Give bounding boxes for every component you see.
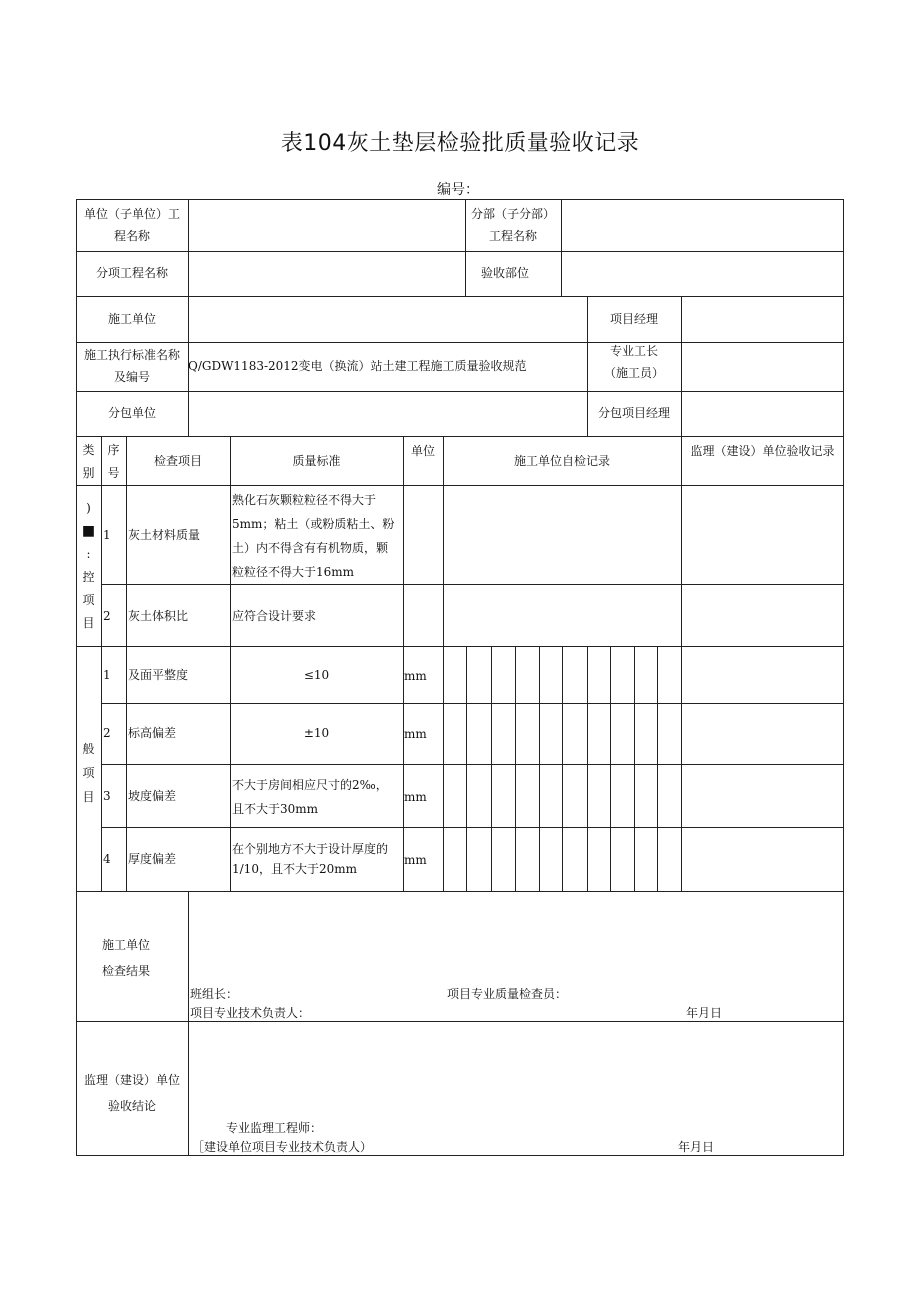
col-divider: [403, 436, 404, 891]
acceptance-part-label: 验收部位: [480, 266, 529, 280]
row-divider: [101, 703, 844, 704]
col-divider: [188, 891, 189, 1156]
row-divider: [101, 827, 844, 828]
row-unit: mm: [404, 727, 427, 741]
row-item: 厚度偏差: [128, 852, 177, 866]
col-quality-standard: 质量标准: [292, 454, 341, 468]
grid-line: [515, 646, 516, 891]
row-divider: [76, 485, 844, 486]
row-no: 3: [103, 789, 111, 803]
col-unit: 单位: [410, 444, 435, 458]
inspection-date: 年月日: [686, 1006, 723, 1020]
row-unit: mm: [404, 853, 427, 867]
standard-label: 施工执行标准名称 及编号: [83, 348, 180, 384]
unit-project-name-label: 单位（子单位）工 程名称: [83, 207, 180, 243]
sub-pm-label: 分包项目经理: [597, 406, 670, 420]
tech-lead-label: 项目专业技术负责人：: [190, 1006, 311, 1020]
row-divider: [76, 891, 844, 892]
team-leader-label: 班组长：: [190, 987, 239, 1001]
grid-line: [562, 646, 563, 891]
row-no: 1: [103, 528, 111, 542]
grid-line: [491, 646, 492, 891]
doc-number-label: 编号：: [437, 182, 479, 198]
row-divider: [76, 342, 844, 343]
row-divider: [101, 764, 844, 765]
row-standard: 熟化石灰颗粒粒径不得大于 5mm；粘土（或粉质粘土、粉 土）内不得含有有机物质，颗 粒粒径不得大于16mm: [232, 493, 395, 579]
row-no: 2: [103, 609, 111, 623]
grid-line: [634, 646, 635, 891]
row-divider: [76, 391, 844, 392]
col-divider: [126, 436, 127, 891]
col-divider: [443, 436, 444, 891]
row-item: 灰土体积比: [128, 609, 189, 623]
general-category: 般 项 目: [82, 742, 95, 804]
row-standard: 应符合设计要求: [232, 609, 317, 623]
col-divider: [101, 436, 102, 891]
row-standard: 不大于房间相应尺寸的2‰， 且不大于30mm: [232, 778, 388, 816]
grid-line: [610, 646, 611, 891]
row-unit: mm: [404, 790, 427, 804]
row-divider: [76, 251, 844, 252]
row-no: 1: [103, 668, 111, 682]
row-standard: 在个别地方不大于设计厚度的 1/10，且不大于20mm: [232, 842, 389, 876]
sub-division-label: 分部（子分部） 工程名称: [470, 207, 555, 243]
standard-value: Q/GDW1183-2012变电（换流）站土建工程施工质量验收规范: [188, 359, 527, 373]
supervision-engineer-label: 专业监理工程师：: [226, 1121, 323, 1135]
row-item: 坡度偏差: [128, 789, 177, 803]
row-item: 灰土材料质量: [128, 528, 201, 542]
page-title: 表104灰土垫层检验批质量验收记录: [280, 131, 640, 156]
grid-line: [466, 646, 467, 891]
row-item: 及面平整度: [128, 668, 189, 682]
row-divider: [76, 296, 844, 297]
subcontractor-label: 分包单位: [107, 406, 156, 420]
project-manager-label: 项目经理: [609, 312, 658, 326]
grid-line: [539, 646, 540, 891]
row-divider: [76, 646, 844, 647]
construction-unit-label: 施工单位: [107, 312, 156, 326]
sub-item-name-label: 分项工程名称: [95, 266, 168, 280]
owner-tech-lead-label: ［建设单位项目专业技术负责人）: [192, 1140, 373, 1154]
col-supervision: 监理（建设）单位验收记录: [690, 444, 835, 458]
col-divider: [561, 199, 562, 296]
grid-line: [587, 646, 588, 891]
col-category: 类 别: [82, 443, 95, 480]
col-divider: [188, 199, 189, 436]
row-no: 4: [103, 852, 111, 866]
row-no: 2: [103, 726, 111, 740]
supervision-date: 年月日: [678, 1140, 715, 1154]
row-unit: mm: [404, 669, 427, 683]
supervision-conclusion-label: 监理（建设）单位 验收结论: [83, 1073, 180, 1113]
col-no: 序 号: [107, 443, 120, 480]
main-control-category: ) ■ : 控 项 目: [81, 501, 96, 630]
col-check-item: 检查项目: [153, 454, 202, 468]
row-item: 标高偏差: [128, 726, 177, 740]
row-divider: [101, 584, 844, 585]
row-divider: [76, 436, 844, 437]
foreman-label: 专业工长 （施工员）: [603, 344, 664, 380]
row-standard: ±10: [303, 726, 330, 740]
row-standard: ≤10: [303, 668, 330, 682]
quality-inspector-label: 项目专业质量检查员：: [447, 987, 568, 1001]
col-self-check: 施工单位自检记录: [513, 454, 610, 468]
grid-line: [657, 646, 658, 891]
inspection-result-label: 施工单位 检查结果: [101, 938, 150, 978]
col-divider: [681, 296, 682, 436]
col-divider: [681, 436, 682, 891]
